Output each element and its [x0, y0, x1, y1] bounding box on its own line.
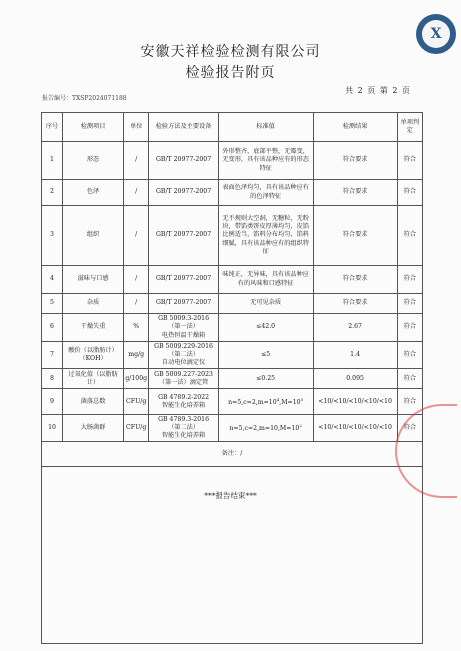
cell-unit: /	[124, 266, 149, 294]
cell-item: 酸价（以脂肪计）（KOH）	[63, 342, 124, 369]
cell-item: 形态	[63, 142, 124, 180]
cell-verdict: 符合	[397, 206, 422, 266]
report-number-label: 报告编号：	[42, 95, 73, 102]
table-row	[42, 206, 423, 266]
cell-unit: CFU/g	[124, 415, 149, 442]
company-name: 安徽天祥检验检测有限公司	[140, 44, 321, 60]
cell-verdict: 符合	[397, 415, 422, 442]
cell-seq: 4	[42, 266, 63, 294]
remark-cell: 备注：/	[42, 442, 423, 467]
remark-row	[42, 442, 423, 467]
cell-item: 杂质	[63, 294, 124, 314]
cell-method: GB/T 20977-2007	[149, 206, 218, 266]
cell-result: 符合要求	[313, 142, 397, 180]
cell-seq: 8	[42, 369, 63, 389]
cell-unit: mg/g	[124, 342, 149, 369]
cell-result: 符合要求	[313, 294, 397, 314]
cell-seq: 6	[42, 314, 63, 342]
header-standard: 标准值	[218, 113, 313, 142]
cell-result: 符合要求	[313, 266, 397, 294]
cell-verdict: 符合	[397, 142, 422, 180]
logo-emblem-icon: X	[422, 20, 450, 48]
cell-verdict: 符合	[397, 369, 422, 389]
cell-verdict: 符合	[397, 294, 422, 314]
header-seq: 序号	[42, 113, 63, 142]
cell-method: GB/T 20977-2007	[149, 294, 218, 314]
cell-result: <10/<10/<10/<10/<10	[313, 415, 397, 442]
cell-item: 干燥失重	[63, 314, 124, 342]
table-row	[42, 142, 423, 180]
table-row	[42, 415, 423, 442]
cell-seq: 3	[42, 206, 63, 266]
header-result: 检测结果	[313, 113, 397, 142]
header-item: 检测项目	[63, 113, 124, 142]
report-end-marker: ***报告结束***	[204, 491, 257, 500]
remark-label: 备注	[221, 450, 235, 458]
report-number	[42, 93, 127, 102]
cell-standard: 表面色泽均匀，具有该品种应有的色泽特征	[218, 180, 313, 206]
cell-standard: 味纯正，无异味，具有该品种应有的风味和口感特征	[218, 266, 313, 294]
table-row	[42, 266, 423, 294]
cell-result: <10/<10/<10/<10/<10	[313, 389, 397, 415]
cell-method: GB 4789.2-2022 智能生化培养箱	[149, 389, 218, 415]
table-header-row	[42, 113, 423, 142]
cell-unit: %	[124, 314, 149, 342]
header-verdict: 单项判定	[397, 113, 422, 142]
report-number-value: TXSP2024071188	[72, 95, 127, 102]
cell-verdict: 符合	[397, 342, 422, 369]
cell-unit: /	[124, 294, 149, 314]
cell-verdict: 符合	[397, 389, 422, 415]
cell-seq: 5	[42, 294, 63, 314]
cell-method: GB/T 20977-2007	[149, 266, 218, 294]
cell-standard: 无不规则大空洞，无糖粒，无粉块，带馅类饼皮厚薄均匀，皮馅比例适当，馅料分布均匀，馅料细腻，具有该品种应有的组织特征	[218, 206, 313, 266]
cell-standard: $n=5,c=2,m=10,M=10^2$	[218, 415, 313, 442]
cell-unit: g/100g	[124, 369, 149, 389]
cell-unit: CFU/g	[124, 389, 149, 415]
cell-result: 符合要求	[313, 180, 397, 206]
cell-seq: 1	[42, 142, 63, 180]
table-body	[42, 142, 423, 442]
cell-method: GB 5009.227-2023 （第一法）滴定管	[149, 369, 218, 389]
table-row	[42, 342, 423, 369]
remark-value: /	[240, 450, 243, 458]
table-row	[42, 180, 423, 206]
cell-unit: /	[124, 142, 149, 180]
cell-result: 2.67	[313, 314, 397, 342]
cell-standard: 无可见杂质	[218, 294, 313, 314]
cell-standard: ≤0.25	[218, 369, 313, 389]
cell-standard: 外形整齐，底部平整，无霉变，无变形，具有该品种应有的形态特征	[218, 142, 313, 180]
cell-item: 过氧化值（以脂肪计）	[63, 369, 124, 389]
cell-method: GB 5009.229-2016 （第二法） 自动电位滴定仪	[149, 342, 218, 369]
cell-result: 0.095	[313, 369, 397, 389]
cell-item: 组织	[63, 206, 124, 266]
cell-item: 色泽	[63, 180, 124, 206]
page-info: 共 2 页 第 2 页	[345, 86, 411, 95]
table-row	[42, 294, 423, 314]
cell-standard: ≤42.0	[218, 314, 313, 342]
cell-result: 1.4	[313, 342, 397, 369]
cell-seq: 2	[42, 180, 63, 206]
cell-item: 滋味与口感	[63, 266, 124, 294]
table-row	[42, 369, 423, 389]
cell-standard: $n=5,c=2,m=10^4,M=10^5$	[218, 389, 313, 415]
cell-item: 菌落总数	[63, 389, 124, 415]
table-row	[42, 389, 423, 415]
table-row	[42, 314, 423, 342]
document-title: 检验报告附页	[185, 65, 276, 81]
cell-method: GB 5009.3-2016 （第一法） 电热恒温干燥箱	[149, 314, 218, 342]
cell-unit: /	[124, 180, 149, 206]
cell-seq: 7	[42, 342, 63, 369]
cell-seq: 9	[42, 389, 63, 415]
cell-seq: 10	[42, 415, 63, 442]
header-method: 检验方法及主要设备	[149, 113, 218, 142]
cell-method: GB/T 20977-2007	[149, 180, 218, 206]
results-table	[41, 112, 423, 644]
cell-method: GB 4789.3-2016 （第二法） 智能生化培养箱	[149, 415, 218, 442]
cell-verdict: 符合	[397, 266, 422, 294]
cell-method: GB/T 20977-2007	[149, 142, 218, 180]
cell-verdict: 符合	[397, 314, 422, 342]
cell-unit: /	[124, 206, 149, 266]
cell-result: 符合要求	[313, 206, 397, 266]
header-unit: 单位	[124, 113, 149, 142]
cell-verdict: 符合	[397, 180, 422, 206]
cell-standard: ≤5	[218, 342, 313, 369]
cell-item: 大肠菌群	[63, 415, 124, 442]
